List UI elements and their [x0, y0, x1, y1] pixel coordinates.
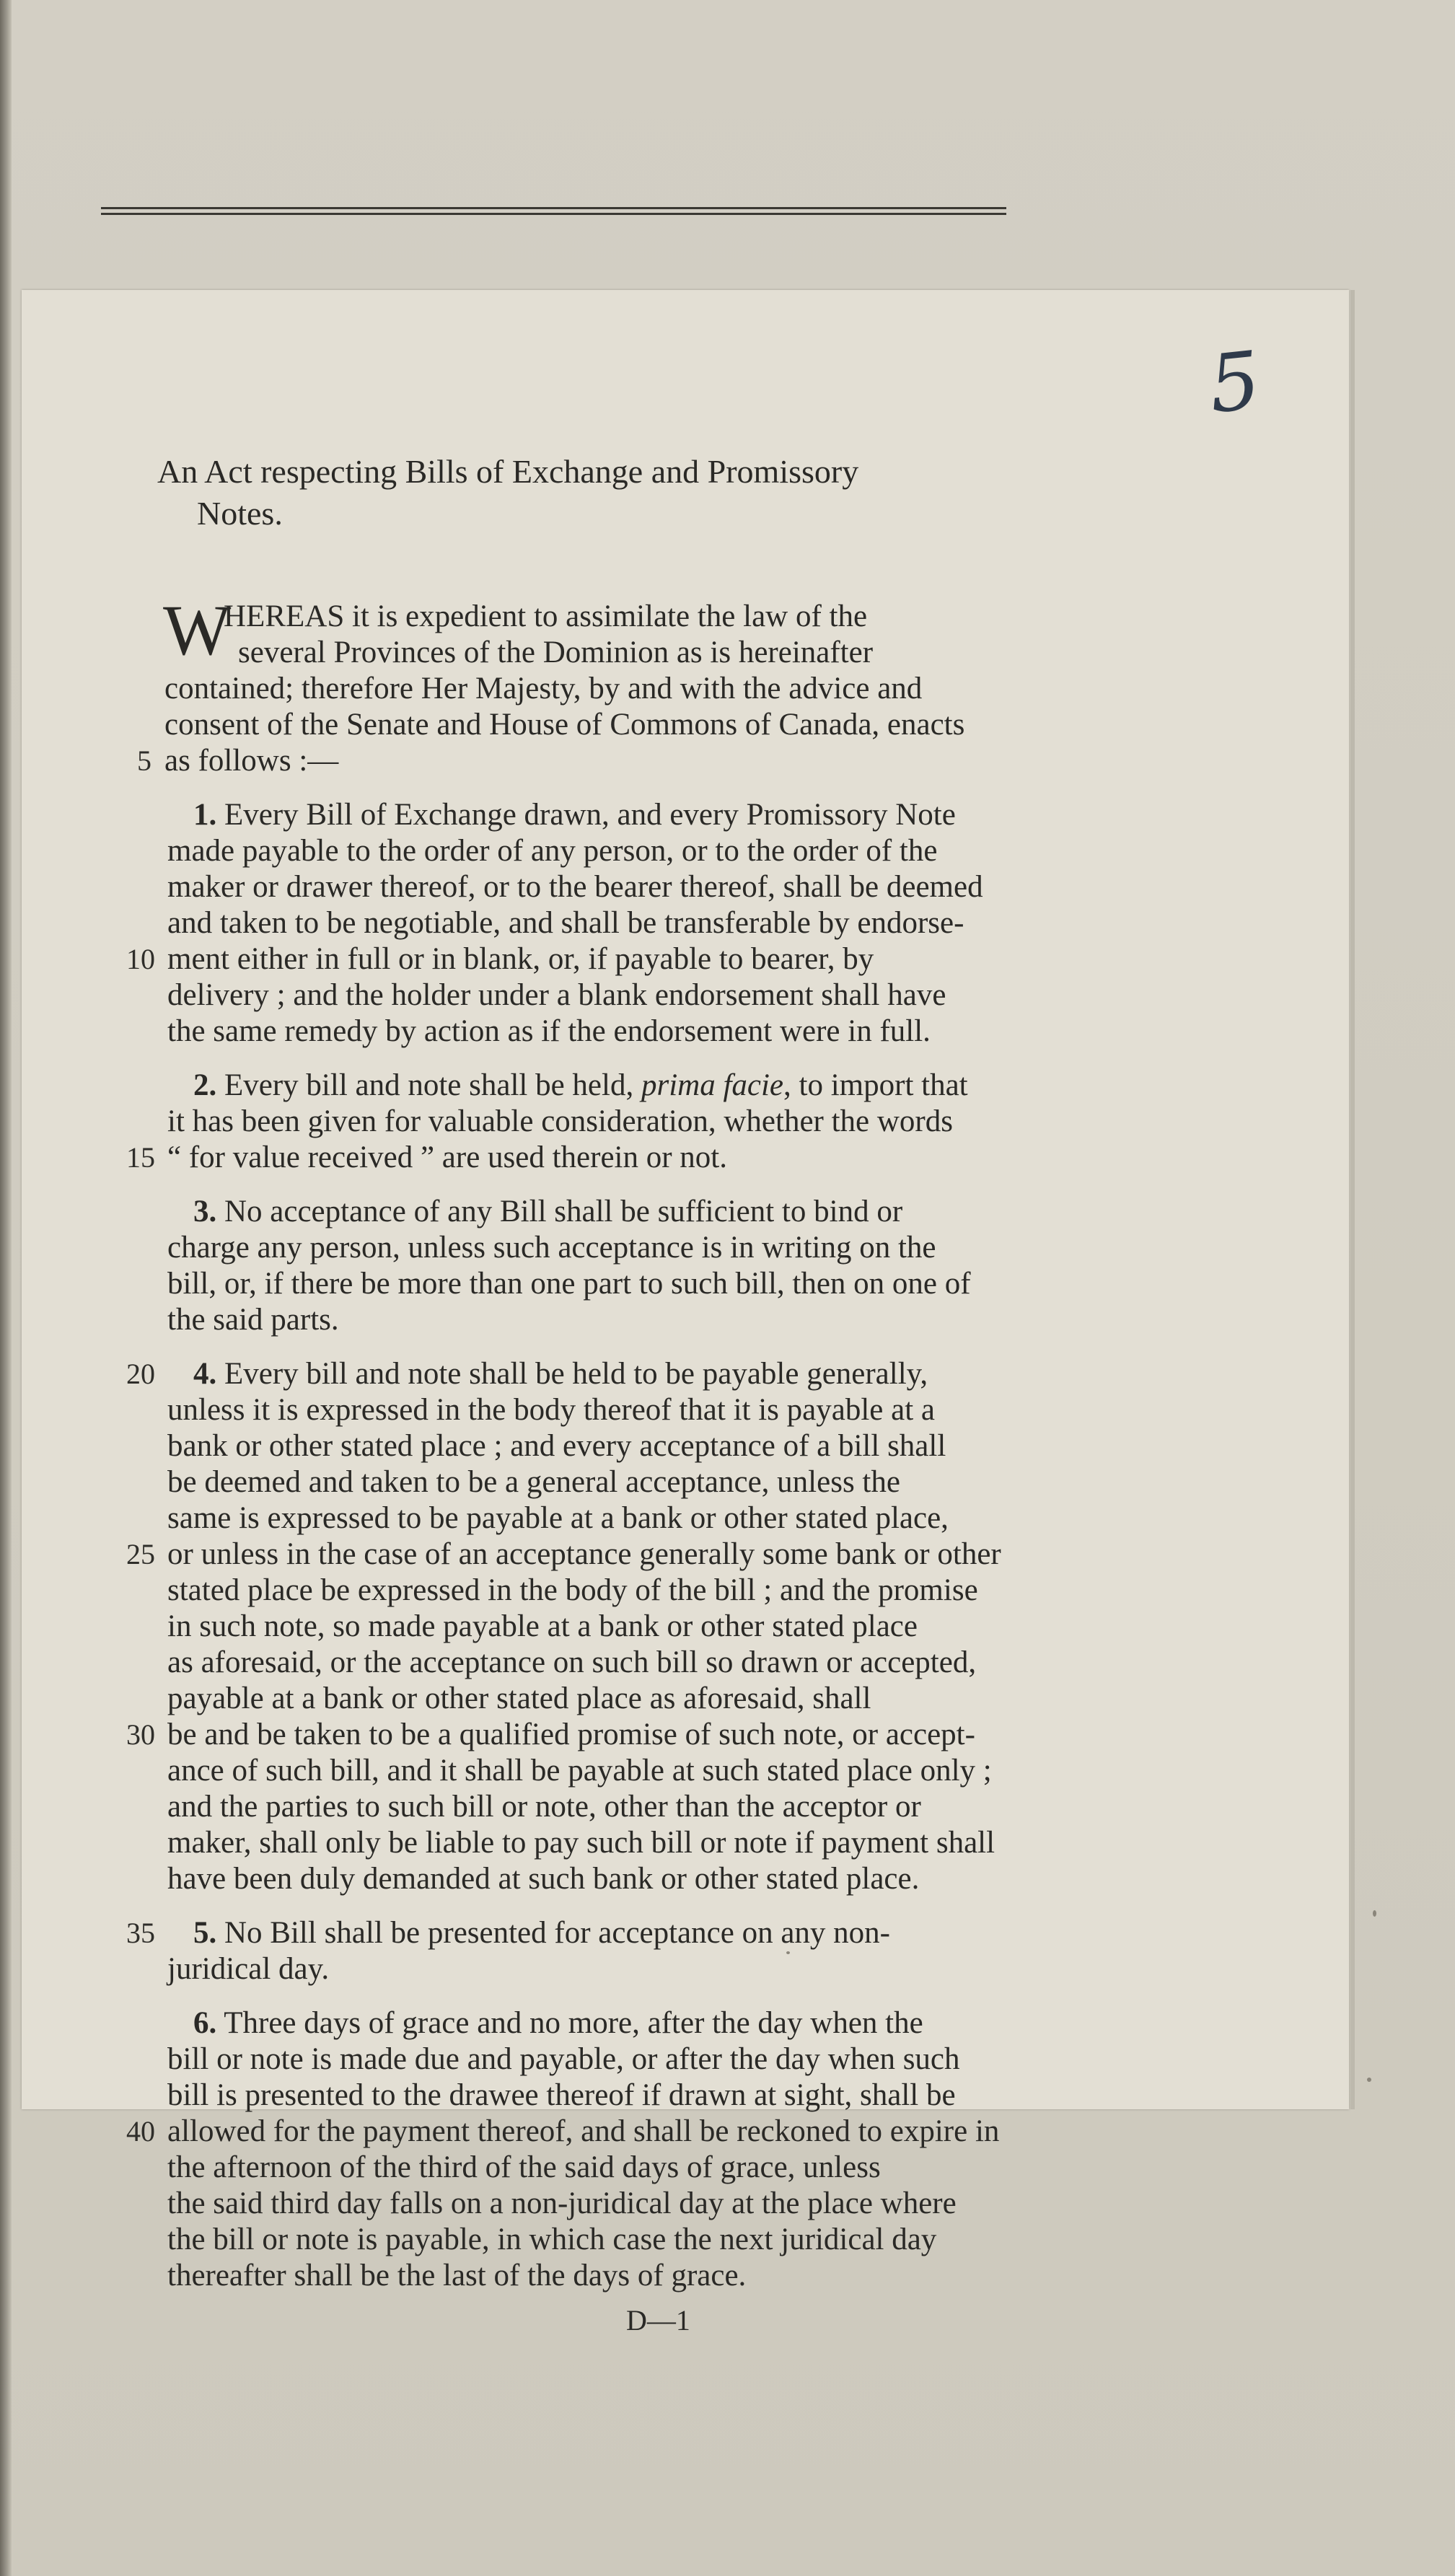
- section-6-line: bill is presented to the drawee thereof if drawn at sight, shall be: [167, 2078, 956, 2112]
- line-number: 15: [126, 1141, 155, 1174]
- section-2-line: “ for value received ” are used therein or not.: [167, 1140, 727, 1174]
- section-number: 4.: [193, 1357, 217, 1391]
- section-3-line: bill, or, if there be more than one part to such bill, then on one of: [167, 1267, 971, 1301]
- section-3-line: the said parts.: [167, 1303, 339, 1337]
- section-number: 1.: [193, 798, 217, 832]
- line-number: 10: [126, 943, 155, 975]
- preamble-line: contained; therefore Her Majesty, by and with the advice and: [164, 672, 923, 705]
- section-4-line: same is expressed to be payable at a bank or other stated place,: [167, 1501, 949, 1535]
- line-number: 30: [126, 1718, 155, 1751]
- paper-speck: [786, 1951, 790, 1954]
- section-1-line: and taken to be negotiable, and shall be transferable by endorse-: [167, 906, 964, 940]
- latin-phrase: prima facie: [641, 1068, 784, 1102]
- section-6-line: the bill or note is payable, in which case the next juridical day: [167, 2223, 937, 2256]
- section-6-line: bill or note is made due and payable, or after the day when such: [167, 2042, 960, 2076]
- section-1-line: delivery ; and the holder under a blank endorsement shall have: [167, 978, 946, 1012]
- section-4-line: payable at a bank or other stated place as aforesaid, shall: [167, 1682, 871, 1715]
- line-number: 5: [137, 744, 151, 777]
- section-5-first-line: 5. No Bill shall be presented for acceptance on any non-: [193, 1916, 890, 1950]
- binding-spine: [0, 0, 12, 2576]
- title-line-2: Notes.: [197, 495, 283, 532]
- section-number: 5.: [193, 1916, 217, 1950]
- handwritten-margin-note: 5: [1205, 334, 1261, 431]
- section-4-line: unless it is expressed in the body thereof that it is payable at a: [167, 1393, 935, 1427]
- page-edge-shadow: [1350, 290, 1355, 2109]
- section-6-line: thereafter shall be the last of the days of grace.: [167, 2259, 747, 2293]
- section-6-line: allowed for the payment thereof, and shall be reckoned to expire in: [167, 2114, 1000, 2148]
- preamble-line: several Provinces of the Dominion as is hereinafter: [238, 636, 874, 669]
- section-6-line: the said third day falls on a non-juridical day at the place where: [167, 2186, 957, 2220]
- paper-speck: [1373, 1910, 1376, 1917]
- section-4-line: or unless in the case of an acceptance generally some bank or other: [167, 1537, 1001, 1571]
- section-number: 6.: [193, 2006, 217, 2040]
- section-2-first-line: 2. Every bill and note shall be held, prima facie, to import that: [193, 1068, 968, 1102]
- section-4-line: ance of such bill, and it shall be payable at such stated place only ;: [167, 1754, 992, 1788]
- section-5-line: juridical day.: [167, 1952, 330, 1986]
- section-3-line: charge any person, unless such acceptance is in writing on the: [167, 1231, 936, 1265]
- section-4-line: as aforesaid, or the acceptance on such bill so drawn or accepted,: [167, 1645, 977, 1679]
- line-number: 20: [126, 1358, 155, 1390]
- section-1-line: made payable to the order of any person, or to the order of the: [167, 834, 938, 868]
- section-3-first-line: 3. No acceptance of any Bill shall be sufficient to bind or: [193, 1195, 903, 1228]
- section-1-line: ment either in full or in blank, or, if payable to bearer, by: [167, 942, 874, 976]
- section-4-line: and the parties to such bill or note, other than the acceptor or: [167, 1790, 921, 1824]
- act-title: [157, 451, 1095, 535]
- section-number: 3.: [193, 1195, 217, 1228]
- section-4-first-line: 4. Every bill and note shall be held to be payable generally,: [193, 1357, 928, 1391]
- section-6-first-line: 6. Three days of grace and no more, after the day when the: [193, 2006, 923, 2040]
- section-4-line: be and be taken to be a qualified promise of such note, or accept-: [167, 1718, 975, 1751]
- section-6-line: the afternoon of the third of the said days of grace, unless: [167, 2150, 881, 2184]
- section-1-line: maker or drawer thereof, or to the bearer thereof, shall be deemed: [167, 870, 983, 904]
- section-4-line: be deemed and taken to be a general acceptance, unless the: [167, 1465, 900, 1499]
- section-1-first-line: 1. Every Bill of Exchange drawn, and every Promissory Note: [193, 798, 956, 832]
- preamble-line: as follows :—: [164, 744, 339, 778]
- section-4-line: bank or other stated place ; and every acceptance of a bill shall: [167, 1429, 946, 1463]
- line-number: 40: [126, 2115, 155, 2148]
- section-1-line: the same remedy by action as if the endorsement were in full.: [167, 1014, 931, 1048]
- preamble-line: consent of the Senate and House of Commons of Canada, enacts: [164, 708, 965, 742]
- section-2-line: it has been given for valuable consideration, whether the words: [167, 1104, 953, 1138]
- signature-mark: D—1: [626, 2304, 690, 2337]
- section-number: 2.: [193, 1068, 217, 1102]
- preamble-line: HEREAS it is expedient to assimilate the law of the: [224, 599, 868, 633]
- title-line-1: An Act respecting Bills of Exchange and Promissory: [157, 453, 859, 490]
- section-4-line: in such note, so made payable at a bank or other stated place: [167, 1609, 918, 1643]
- section-4-line: have been duly demanded at such bank or other stated place.: [167, 1862, 920, 1896]
- section-4-line: stated place be expressed in the body of the bill ; and the promise: [167, 1573, 978, 1607]
- top-double-rule: [101, 207, 1006, 215]
- paper-speck: [1367, 2078, 1371, 2082]
- dropcap-letter: W: [163, 590, 232, 670]
- line-number: 25: [126, 1538, 155, 1570]
- section-4-line: maker, shall only be liable to pay such bill or note if payment shall: [167, 1826, 995, 1860]
- line-number: 35: [126, 1917, 155, 1949]
